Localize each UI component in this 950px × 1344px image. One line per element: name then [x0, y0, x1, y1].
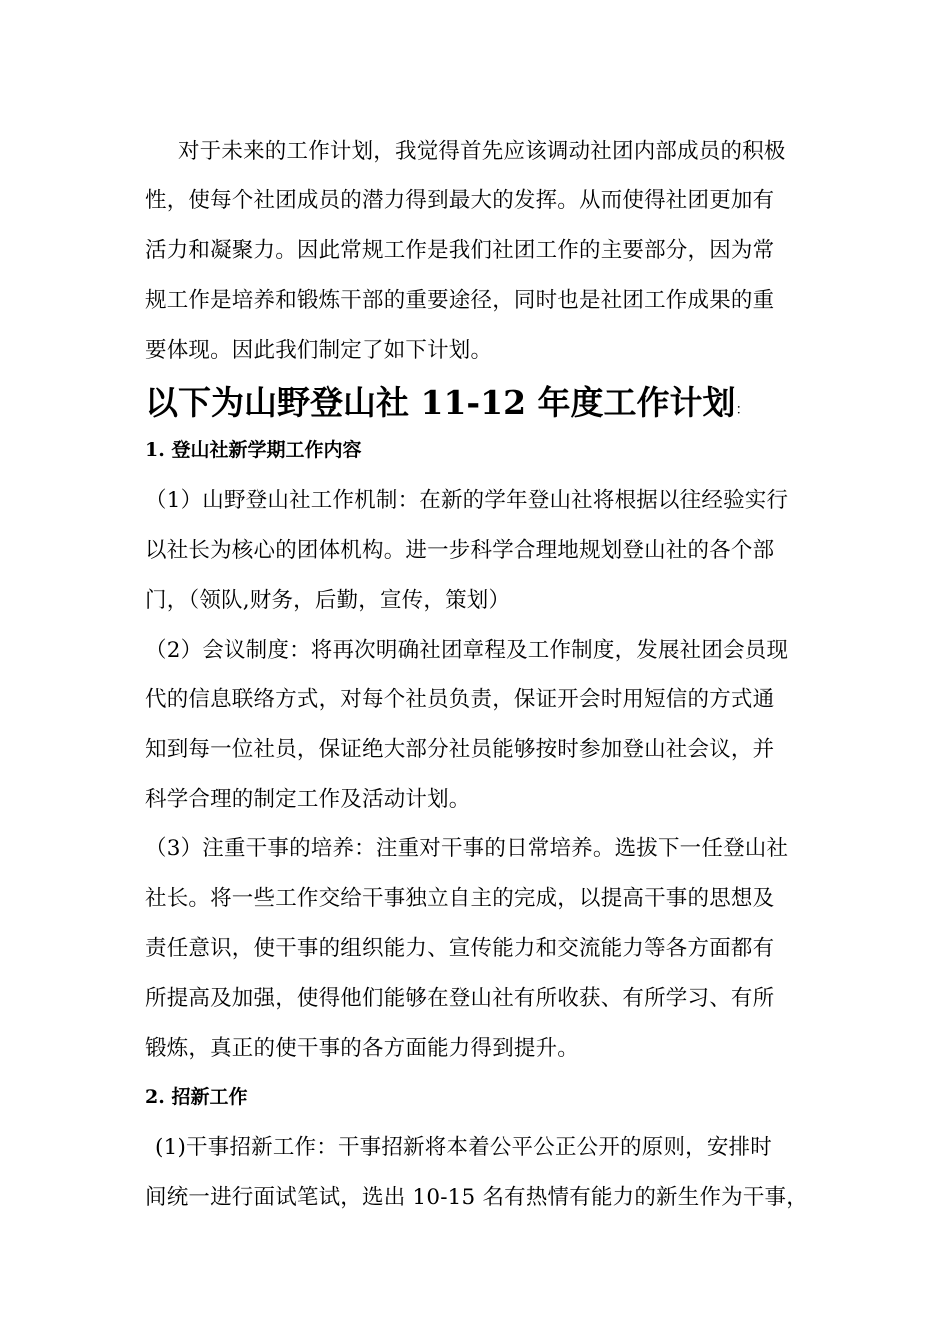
- paragraph-line: 科学合理的制定工作及活动计划。: [145, 787, 471, 812]
- paragraph-line: （1）山野登山社工作机制：在新的学年登山社将根据以往经验实行: [145, 488, 789, 513]
- main-heading: [145, 381, 750, 432]
- main-heading-text: 以下为山野登山社 11-12 年度工作计划: [145, 383, 736, 422]
- main-heading-colon: ：: [735, 402, 750, 418]
- paragraph-line: 代的信息联络方式，对每个社员负责，保证开会时用短信的方式通: [145, 687, 775, 712]
- paragraph-line: 锻炼，真正的使干事的各方面能力得到提升。: [145, 1036, 580, 1061]
- paragraph-line: 责任意识，使干事的组织能力、宣传能力和交流能力等各方面都有: [145, 936, 775, 961]
- paragraph-line: 间统一进行面试笔试，选出 10-15 名有热情有能力的新生作为干事，: [145, 1185, 808, 1210]
- paragraph-line: 规工作是培养和锻炼干部的重要途径，同时也是社团工作成果的重: [145, 288, 775, 313]
- section-2-heading: 2. 招新工作: [145, 1086, 248, 1108]
- paragraph-line: 活力和凝聚力。因此常规工作是我们社团工作的主要部分，因为常: [145, 238, 775, 263]
- paragraph-line: (1)干事招新工作：干事招新将本着公平公正公开的原则，安排时: [155, 1135, 772, 1160]
- paragraph-line: 知到每一位社员，保证绝大部分社员能够按时参加登山社会议，并: [145, 737, 775, 762]
- paragraph-line: 所提高及加强，使得他们能够在登山社有所收获、有所学习、有所: [145, 986, 775, 1011]
- paragraph-line: 对于未来的工作计划，我觉得首先应该调动社团内部成员的积极: [178, 139, 786, 164]
- paragraph-line: 门，（领队,财务，后勤，宣传，策划）: [145, 588, 511, 613]
- paragraph-line: 以社长为核心的团体机构。进一步科学合理地规划登山社的各个部: [145, 538, 775, 563]
- paragraph-line: （3）注重干事的培养：注重对干事的日常培养。选拔下一任登山社: [145, 836, 789, 861]
- paragraph-line: 社长。将一些工作交给干事独立自主的完成，以提高干事的思想及: [145, 886, 775, 911]
- paragraph-line: （2）会议制度：将再次明确社团章程及工作制度，发展社团会员现: [145, 638, 789, 663]
- paragraph-line: 要体现。因此我们制定了如下计划。: [145, 338, 493, 363]
- section-1-heading: 1. 登山社新学期工作内容: [145, 439, 362, 461]
- paragraph-line: 性，使每个社团成员的潜力得到最大的发挥。从而使得社团更加有: [145, 188, 775, 213]
